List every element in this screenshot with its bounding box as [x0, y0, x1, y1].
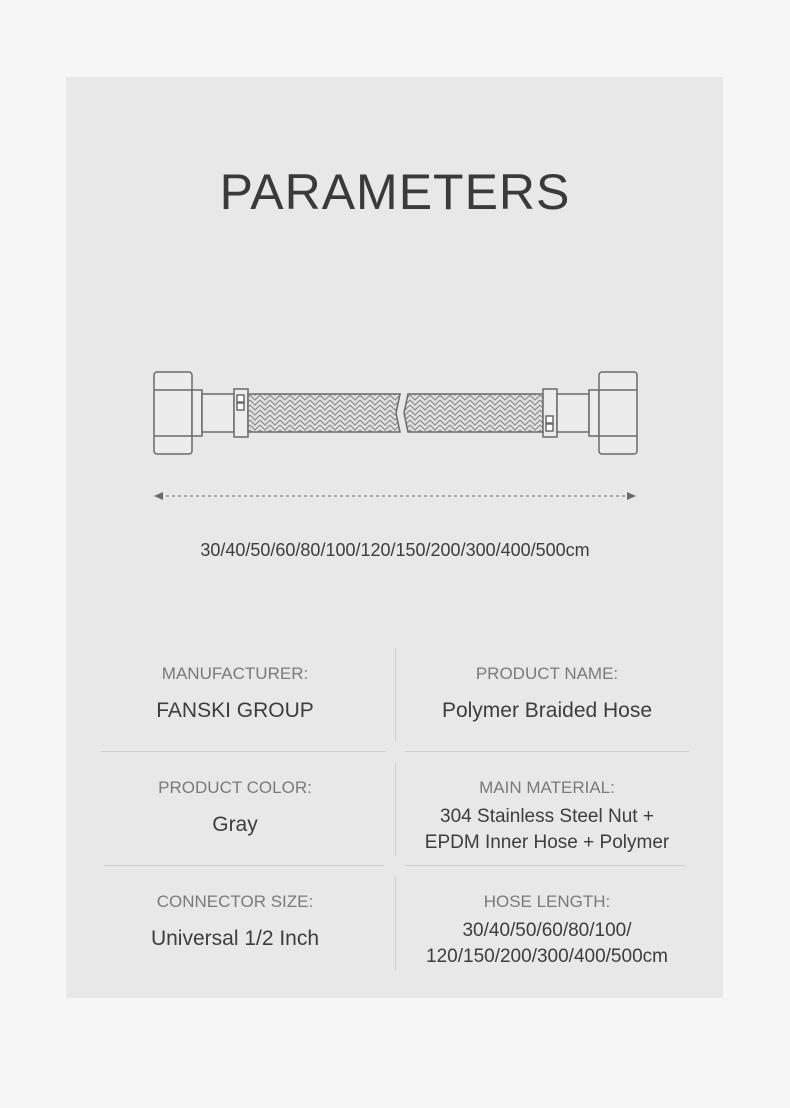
row-divider [104, 865, 384, 866]
spec-value-line1: 30/40/50/60/80/100/ [462, 920, 632, 941]
hose-lengths-caption: 30/40/50/60/80/100/120/150/200/300/400/500cm [200, 540, 590, 560]
column-divider [395, 648, 396, 742]
spec-label: PRODUCT COLOR: [158, 778, 312, 797]
spec-label: MANUFACTURER: [161, 664, 309, 683]
spec-main-material [402, 776, 692, 856]
spec-value: Universal 1/2 Inch [150, 927, 320, 950]
spec-label: MAIN MATERIAL: [479, 778, 615, 797]
page-title: PARAMETERS [219, 164, 571, 220]
spec-product-color [90, 776, 380, 838]
spec-value-line2: EPDM Inner Hose + Polymer [424, 832, 670, 853]
spec-manufacturer [90, 662, 380, 724]
spec-product-name [402, 662, 692, 724]
spec-label: CONNECTOR SIZE: [156, 892, 314, 911]
length-dimension-arrow [150, 488, 640, 504]
spec-value: Polymer Braided Hose [441, 699, 653, 722]
row-divider [405, 751, 689, 752]
column-divider [395, 876, 396, 970]
spec-label: HOSE LENGTH: [483, 892, 611, 911]
column-divider [395, 762, 396, 856]
spec-label: PRODUCT NAME: [475, 664, 619, 683]
spec-value: FANSKI GROUP [156, 699, 314, 722]
spec-hose-length [402, 890, 692, 970]
spec-connector-size [90, 890, 380, 952]
braided-hose-illustration [150, 368, 640, 458]
spec-value: Gray [212, 813, 258, 836]
row-divider [101, 751, 386, 752]
spec-value-line2: 120/150/200/300/400/500cm [426, 946, 668, 967]
row-divider [405, 865, 686, 866]
spec-value-line1: 304 Stainless Steel Nut + [440, 806, 654, 827]
